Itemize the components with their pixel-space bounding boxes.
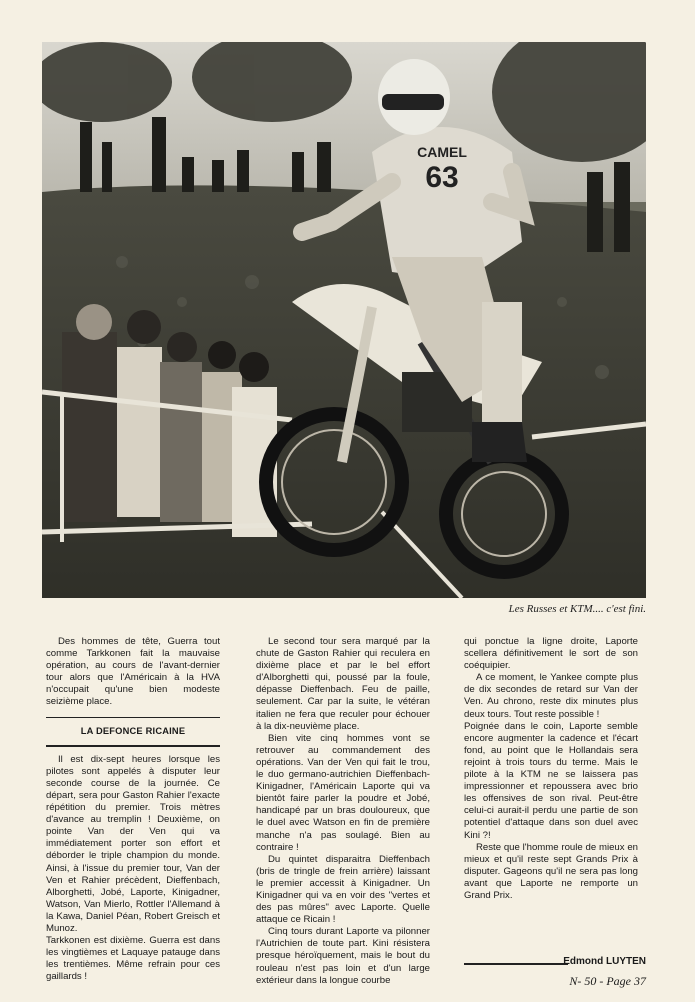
paragraph: Bien vite cinq hommes vont se retrouver au commandement des opérations. Van der Ven qui fait le trou, le duo germano-autrichien Dieffenbach-Kinigadner, l'Américain Laporte qui va bientôt faire parler la poudre et Jobé, handicapé par un bras douloureux, que le duel avec Watson en fin de première manche n'a pas soulagé. Bien au contraire ! — [256, 732, 430, 853]
paragraph: A ce moment, le Yankee compte plus de dix secondes de retard sur Van der Ven. Au chrono, reste dix minutes plus deux tours. Tout reste possible ! — [464, 672, 638, 720]
page-number: N- 50 - Page 37 — [569, 974, 646, 988]
paragraph: Il est dix-sept heures lorsque les pilotes sont appelés à disputer leur seconde course de la journée. Ce départ, sera pour Gaston Rahier l'exacte répétition du premier. Trois mètres d'avance au tremplin ! Deuxième, on pointe Van der Ven qui va immédiatement porter son effort et déborder le triple champion du monde. Ainsi, à l'issue du premier tour, Van der Ven et Rahier précèdent, Dieffenbach, Alborghetti, Jobé, Laporte, Kinigadner, Watson, Van Mierlo, Rottler l'Allemand à la Kawa, Daniel Péan, Robert Greisch et Munoz. — [46, 753, 220, 934]
paragraph: Poignée dans le coin, Laporte semble encore augmenter la cadence et l'écart fond, au point que le Hollandais sera rejoint à trois tours du terme. Mais le pilote à la KTM ne se laissera pas impressionner et repoussera avec brio les offensives de son rival. Peut-être celui-ci aurait-il perdu une partie de son potentiel d'attaque dans son duel avec Kini ?! — [464, 720, 638, 841]
paragraph: Le second tour sera marqué par la chute de Gaston Rahier qui reculera en dixième place et par le bel effort d'Alborghetti qui, poussé par la foule, dépasse Dieffenbach. Feu de paille, seulement. Car par la suite, le vétéran italien ne fera que reculer pour échouer à la dix-neuvième place. — [256, 636, 430, 732]
article-column-1 — [46, 636, 220, 983]
paragraph: Des hommes de tête, Guerra tout comme Tarkkonen fait la mauvaise opération, au cours de l'avant-dernier tour alors que l'Américain à la HVA n'occupait qu'une bien modeste seizième place. — [46, 636, 220, 708]
paragraph: Reste que l'homme roule de mieux en mieux et qu'il reste sept Grands Prix à disputer. Gageons qu'il ne sera pas long avant que Laporte ne remporte un Grand Prix. — [464, 841, 638, 901]
motocross-photo — [42, 42, 646, 598]
divider — [46, 717, 220, 719]
photo-caption: Les Russes et KTM.... c'est fini. — [508, 603, 646, 615]
photo-illustration — [42, 42, 646, 598]
paragraph: Tarkkonen est dixième. Guerra est dans les vingtièmes et Laquaye patauge dans les trentièmes. Même refrain pour ces gaillards ! — [46, 935, 220, 983]
section-heading: LA DEFONCE RICAINE — [80, 726, 186, 737]
divider — [46, 745, 220, 747]
article-column-3 — [464, 636, 638, 902]
paragraph: Du quintet disparaitra Dieffenbach (bris de tringle de frein arrière) laissant le premier accessit à Kinigadner. Un Kinigadner qui va en voir des "vertes et des pas mûres" avec Laporte. Quelle attaque ce Ricain ! — [256, 853, 430, 926]
jersey-text: CAMEL — [417, 144, 467, 160]
author-name: Edmond LUYTEN — [563, 956, 646, 967]
author-divider — [464, 963, 568, 965]
paragraph: Cinq tours durant Laporte va pilonner l'Autrichien de toute part. Kini résistera presque héroïquement, mais le bout du rouleau n'est pas loin et d'un large extérieur dans la longue courbe — [256, 926, 430, 986]
article-column-2 — [256, 636, 430, 987]
rider-number: 63 — [425, 161, 459, 194]
paragraph: qui ponctue la ligne droite, Laporte scellera définitivement le sort de son coéquipier. — [464, 636, 638, 672]
